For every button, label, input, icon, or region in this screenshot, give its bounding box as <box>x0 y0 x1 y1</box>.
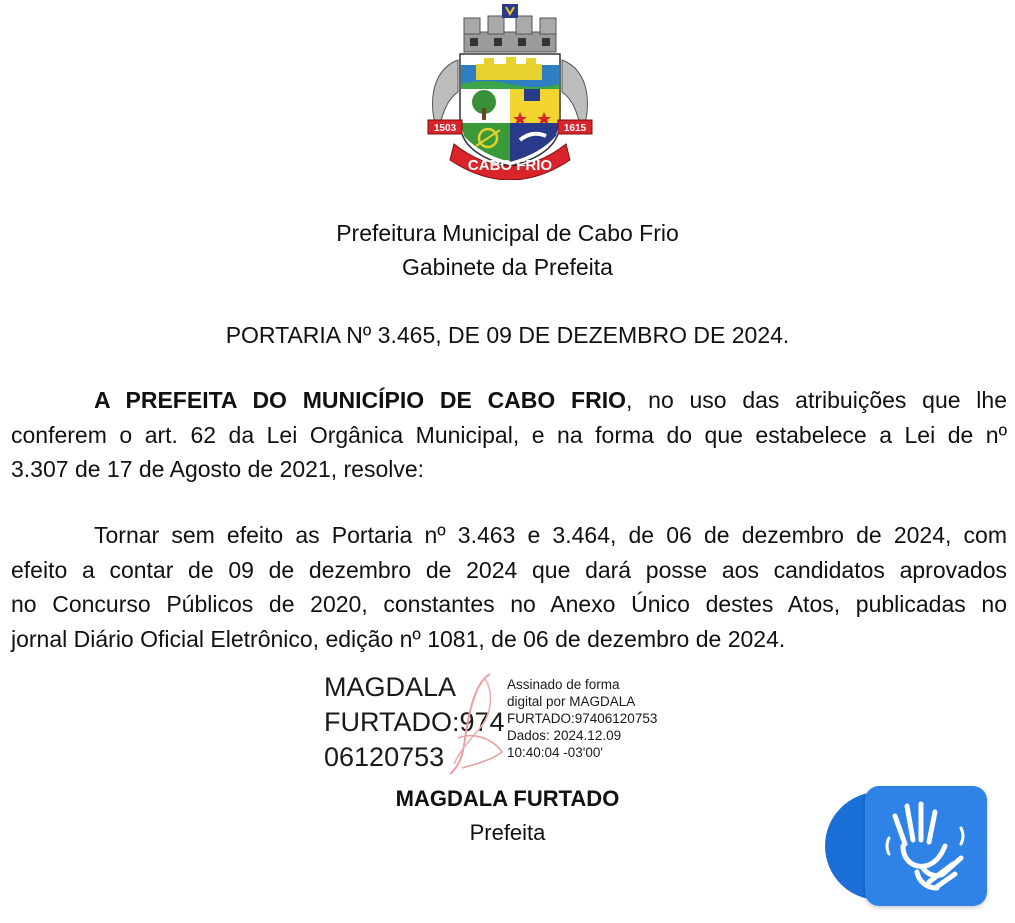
preamble-lead: A PREFEITA DO MUNICÍPIO DE CABO FRIO <box>94 387 626 413</box>
signature-name-line: 06120753 <box>324 742 445 772</box>
preamble-line-2: conferem o art. 62 da Lei Orgânica Municipal, e na forma do que estabelece a Lei de nº <box>11 421 1007 448</box>
body-line: no Concurso Públicos de 2020, constantes no Anexo Único destes Atos, publicadas no <box>11 591 1007 617</box>
preamble-line1-rest: , no uso das atribuições que lhe <box>626 387 1007 413</box>
preamble-paragraph <box>11 383 1007 487</box>
signer-name: MAGDALA FURTADO <box>395 786 620 811</box>
signature-meta-line: FURTADO:97406120753 <box>507 711 658 726</box>
signature-meta-line: 10:40:04 -03'00' <box>507 745 603 760</box>
body-paragraph <box>11 518 1007 656</box>
signature-name-line: MAGDALA <box>324 672 457 702</box>
shield <box>460 54 560 166</box>
body-line: Tornar sem efeito as Portaria nº 3.463 e 3.464, de 06 de dezembro de 2024, com <box>94 522 1007 548</box>
body-line: efeito a contar de 09 de dezembro de 2024 que dará posse aos candidatos aprovados <box>11 556 1007 583</box>
sign-language-accessibility-button[interactable] <box>825 786 989 906</box>
signature-meta-line: Assinado de forma <box>507 677 620 692</box>
coat-banner-text: CABO FRIO <box>467 157 553 174</box>
institution-name: Prefeitura Municipal de Cabo Frio <box>336 220 679 246</box>
coat-of-arms-logo <box>424 4 596 180</box>
signer-role: Prefeita <box>469 820 546 845</box>
preamble-line-1 <box>11 383 1007 418</box>
digital-signature-details <box>507 676 657 761</box>
coat-year-right: 1615 <box>563 123 587 134</box>
coat-year-left: 1503 <box>433 123 457 134</box>
mural-crown <box>464 4 556 52</box>
document-title: PORTARIA Nº 3.465, DE 09 DE DEZEMBRO DE 2024. <box>225 322 790 348</box>
body-line: jornal Diário Oficial Eletrônico, edição nº 1081, de 06 de dezembro de 2024. <box>11 625 786 652</box>
sign-language-hands-icon <box>883 798 967 894</box>
signature-meta-line: Dados: 2024.12.09 <box>507 728 622 743</box>
office-name: Gabinete da Prefeita <box>402 254 613 280</box>
signature-name-line: FURTADO:974 <box>324 707 505 737</box>
digital-signature-mark-icon <box>440 668 510 780</box>
signature-meta-line: digital por MAGDALA <box>507 694 636 709</box>
preamble-line-3: 3.307 de 17 de Agosto de 2021, resolve: <box>11 456 425 482</box>
